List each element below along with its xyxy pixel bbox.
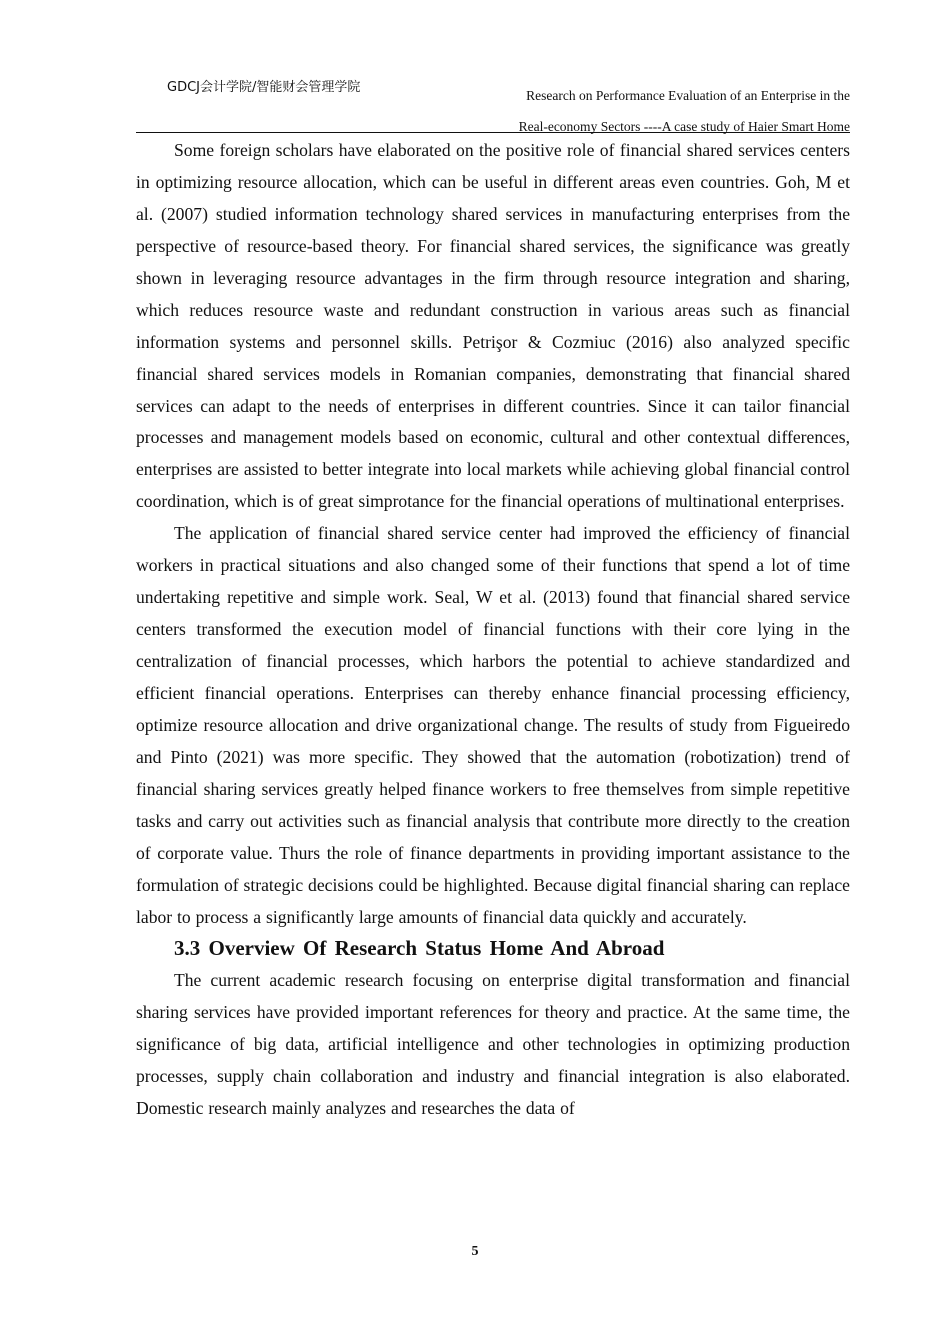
page-number: 5 <box>471 1244 479 1259</box>
paragraph-research-status: The current academic research focusing on enterprise digital transformation and financial sharing services have provided important references for theory and practice. At the same time, the significance of big data, artificial intelligence and other technologies in optimizing production processes, supply chain collaboration and industry and financial integration is also elaborated. Domestic research mainly analyzes and researches the data of <box>136 970 850 1119</box>
section-heading: 3.3 Overview Of Research Status Home And Abroad <box>174 936 665 961</box>
paragraph-application-fssc: The application of financial shared service center had improved the efficiency of financial workers in practical situations and also changed some of their functions that spend a lot of time undertaking repetitive and simple work. Seal, W et al. (2013) found that financial shared service centers transformed the execution model of financial functions with their core lying in the centralization of financial processes, which harbors the potential to achieve standardized and efficient financial operations. Enterprises can thereby enhance financial processing efficiency, optimize resource allocation and drive organizational change. The results of study from Figueiredo and Pinto (2021) was more specific. They showed that the automation (robotization) trend of financial sharing services greatly helped finance workers to free themselves from simple repetitive tasks and carry out activities such as financial analysis that contribute more directly to the creation of corporate value. Thurs the role of finance departments in providing important assistance to the formulation of strategic decisions could be highlighted. Because digital financial sharing can replace labor to process a significantly large amounts of financial data quickly and accurately. <box>136 523 850 927</box>
running-header-title-line-1: Research on Performance Evaluation of an Enterprise in the <box>526 88 850 103</box>
running-header-title-line-2: Real-economy Sectors ----A case study of Haier Smart Home <box>518 119 850 134</box>
body-text <box>136 135 850 1125</box>
running-header-institution: GDCJ会计学院/智能财会管理学院 <box>167 80 361 95</box>
paragraph-foreign-scholars: Some foreign scholars have elaborated on the positive role of financial shared services centers in optimizing resource allocation, which can be useful in different areas even countries. Goh, M et al. (2007) studied information technology shared services in manufacturing enterprises from the perspective of resource-based theory. For financial shared services, the significance was greatly shown in leveraging resource advantages in the firm through resource integration and sharing, which reduces resource waste and redundant construction in various areas such as financial information systems and personnel skills. Petrişor & Cozmiuc (2016) also analyzed specific financial shared services models in Romanian companies, demonstrating that financial shared services can adapt to the needs of enterprises in different countries. Since it can tailor financial processes and management models based on economic, cultural and other contextual differences, enterprises are assisted to better integrate into local markets while achieving global financial control coordination, which is of great simprotance for the financial operations of multinational enterprises. <box>136 140 850 512</box>
header-divider <box>136 132 850 133</box>
